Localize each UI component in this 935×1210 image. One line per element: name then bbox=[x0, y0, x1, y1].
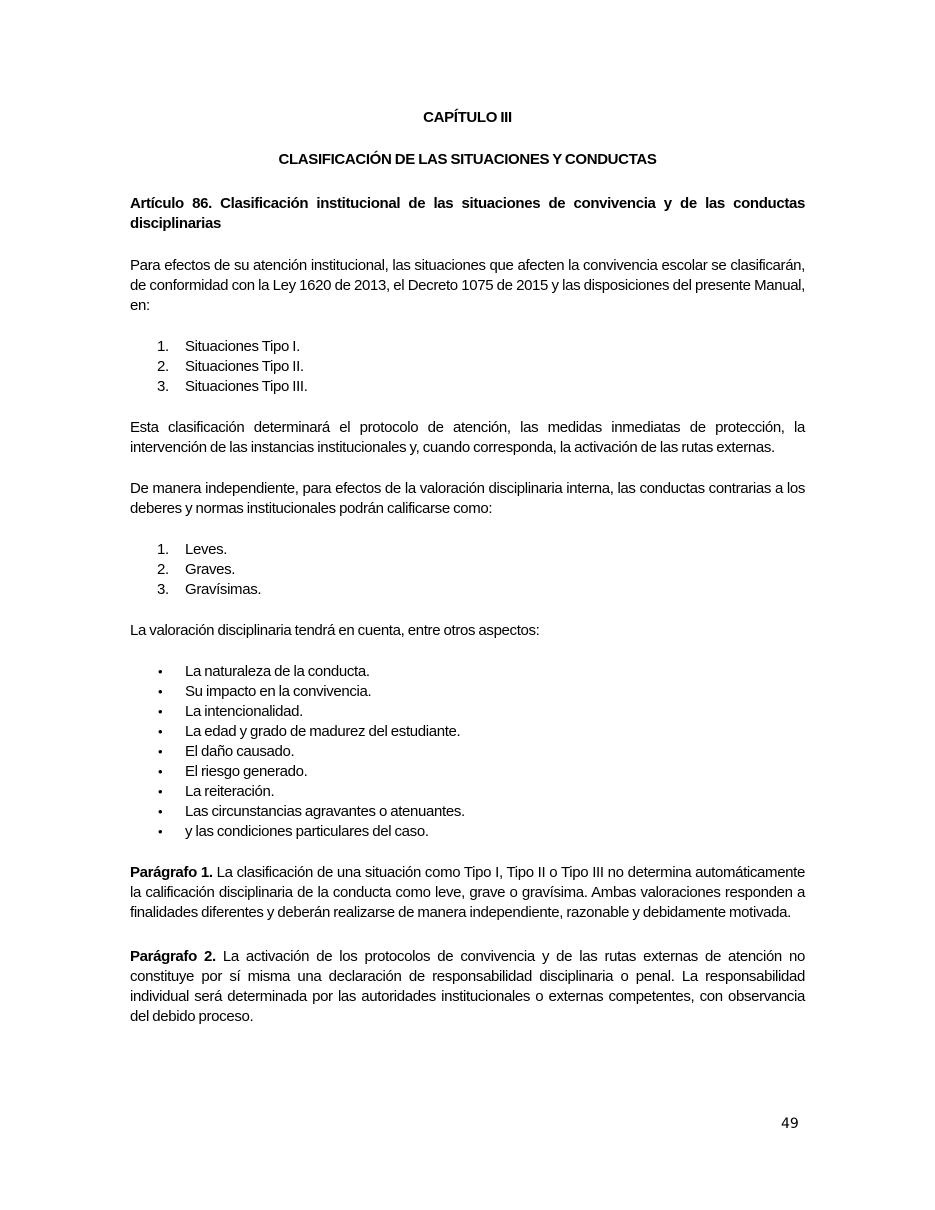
list-number: 1. bbox=[157, 338, 169, 355]
chapter-title: CLASIFICACIÓN DE LAS SITUACIONES Y CONDUCTAS bbox=[278, 151, 657, 168]
bullet-icon: • bbox=[158, 724, 163, 739]
list-item-text: Situaciones Tipo II. bbox=[185, 358, 304, 375]
valuation-intro: La valoración disciplinaria tendrá en cuenta, entre otros aspectos: bbox=[130, 622, 540, 639]
list-number: 2. bbox=[157, 561, 169, 578]
list-item bbox=[130, 580, 805, 600]
paragraph-2-text: La activación de los protocolos de convivencia y de las rutas externas de atención no constituye por sí misma una declaración de responsabilidad disciplinaria o penal. La responsabilidad individual será determinada por las autoridades institucionales o externas competentes, con observancia del debido proceso. bbox=[130, 948, 805, 1025]
list-number: 3. bbox=[157, 378, 169, 395]
list-item-text: Situaciones Tipo III. bbox=[185, 378, 308, 395]
list-item bbox=[130, 802, 805, 822]
conducts-list bbox=[130, 540, 805, 600]
list-item-text: y las condiciones particulares del caso. bbox=[185, 823, 429, 840]
list-item bbox=[130, 762, 805, 782]
bullet-icon: • bbox=[158, 784, 163, 799]
paragraph-1-label: Parágrafo 1. bbox=[130, 864, 213, 881]
list-item-text: Graves. bbox=[185, 561, 236, 578]
paragraph-2-label: Parágrafo 2. bbox=[130, 948, 216, 965]
list-item-text: La edad y grado de madurez del estudiante. bbox=[185, 723, 461, 740]
list-item-text: El riesgo generado. bbox=[185, 763, 308, 780]
list-item-text: Las circunstancias agravantes o atenuantes. bbox=[185, 803, 465, 820]
bullet-icon: • bbox=[158, 764, 163, 779]
list-item-text: Su impacto en la convivencia. bbox=[185, 683, 372, 700]
list-item bbox=[130, 782, 805, 802]
bullet-icon: • bbox=[158, 704, 163, 719]
list-item bbox=[130, 662, 805, 682]
list-item-text: Situaciones Tipo I. bbox=[185, 338, 300, 355]
list-item-text: La reiteración. bbox=[185, 783, 275, 800]
article-title: Artículo 86. Clasificación institucional de las situaciones de convivencia y de las conductas disciplinarias bbox=[130, 195, 805, 232]
paragraph-1 bbox=[130, 863, 805, 923]
paragraph-1-text: La clasificación de una situación como Tipo I, Tipo II o Tipo III no determina automáticamente la calificación disciplinaria de la conducta como leve, grave o gravísima. Ambas valoraciones responden a finalidades diferentes y deberán realizarse de manera independiente, razonable y debidamente motivada. bbox=[130, 864, 805, 921]
chapter-heading: CAPÍTULO III bbox=[423, 109, 512, 126]
aspects-list bbox=[130, 662, 805, 842]
classification-paragraph: Esta clasificación determinará el protocolo de atención, las medidas inmediatas de protección, la intervención de las instancias institucionales y, cuando corresponda, la activación de las rutas externas. bbox=[130, 419, 805, 456]
list-number: 3. bbox=[157, 581, 169, 598]
list-item bbox=[130, 682, 805, 702]
list-item-text: La intencionalidad. bbox=[185, 703, 303, 720]
list-item bbox=[130, 560, 805, 580]
list-item-text: Gravísimas. bbox=[185, 581, 262, 598]
list-item bbox=[130, 742, 805, 762]
list-item-text: El daño causado. bbox=[185, 743, 295, 760]
bullet-icon: • bbox=[158, 824, 163, 839]
list-item bbox=[130, 377, 805, 397]
list-item bbox=[130, 540, 805, 560]
list-item bbox=[130, 357, 805, 377]
list-item bbox=[130, 702, 805, 722]
list-item bbox=[130, 722, 805, 742]
situations-list bbox=[130, 337, 805, 397]
paragraph-2 bbox=[130, 947, 805, 1027]
list-number: 2. bbox=[157, 358, 169, 375]
bullet-icon: • bbox=[158, 684, 163, 699]
list-item-text: La naturaleza de la conducta. bbox=[185, 663, 370, 680]
list-item-text: Leves. bbox=[185, 541, 228, 558]
bullet-icon: • bbox=[158, 664, 163, 679]
independent-paragraph: De manera independiente, para efectos de la valoración disciplinaria interna, las conductas contrarias a los deberes y normas institucionales podrán calificarse como: bbox=[130, 480, 805, 517]
document-page bbox=[130, 108, 805, 1027]
list-item bbox=[130, 822, 805, 842]
bullet-icon: • bbox=[158, 744, 163, 759]
page-number: 49 bbox=[781, 1116, 799, 1132]
list-number: 1. bbox=[157, 541, 169, 558]
list-item bbox=[130, 337, 805, 357]
intro-paragraph: Para efectos de su atención institucional, las situaciones que afecten la convivencia escolar se clasificarán, de conformidad con la Ley 1620 de 2013, el Decreto 1075 de 2015 y las disposiciones del presente Manual, en: bbox=[130, 257, 805, 314]
bullet-icon: • bbox=[158, 804, 163, 819]
